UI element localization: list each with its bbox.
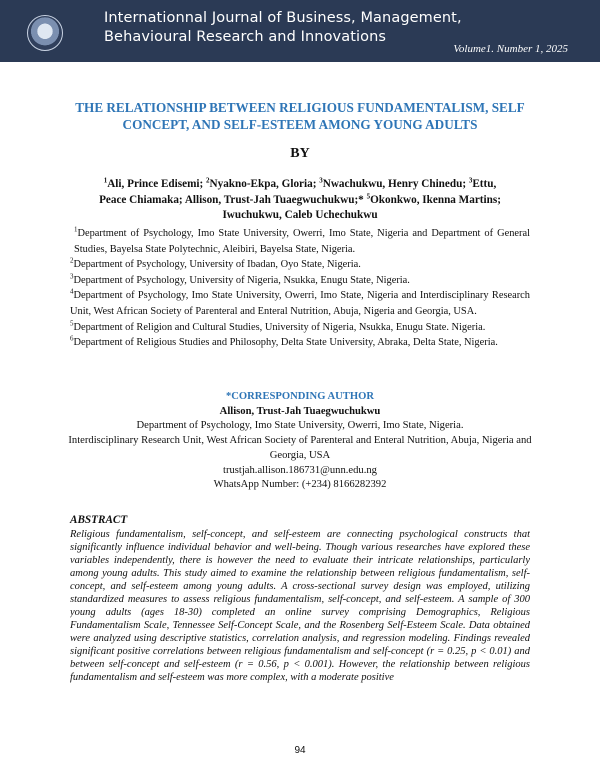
journal-seal-icon	[27, 15, 63, 51]
by-label: BY	[290, 146, 310, 161]
affiliation-sup: 5	[70, 319, 74, 328]
corresponding-author-label: *CORRESPONDING AUTHOR	[225, 391, 375, 402]
affiliation-item	[70, 320, 530, 336]
affiliation-sup: 4	[70, 287, 74, 296]
author-name: Ali, Prince Edisemi;	[107, 178, 207, 190]
affiliation-sup: 2	[70, 256, 74, 265]
abstract-heading: ABSTRACT	[70, 514, 128, 526]
author-name: Okonkwo, Ikenna Martins; Iwuchukwu, Caleb Uchechukwu	[222, 193, 501, 221]
affiliation-sup: 3	[70, 272, 74, 281]
affiliation-item	[70, 288, 530, 319]
affiliation-item	[70, 226, 530, 257]
author-name: Ettu, Peace Chiamaka; Allison, Trust-Jah Tuaegwuchukwu;*	[99, 178, 497, 206]
affiliation-text: Department of Psychology, Imo State University, Owerri, Imo State, Nigeria and Department of General Studies, Bayelsa State Polytechnic, Aleibiri, Bayelsa State, Nigeria.	[74, 228, 530, 255]
affiliation-text: Department of Religion and Cultural Studies, University of Nigeria, Nsukka, Enugu State. Nigeria.	[73, 321, 486, 333]
corresponding-author-block	[60, 390, 540, 493]
affiliation-sup: 6	[70, 334, 74, 343]
affiliation-text: Department of Psychology, University of Ibadan, Oyo State, Nigeria.	[73, 259, 361, 271]
page-number: 94	[294, 745, 306, 756]
affiliation-text: Department of Psychology, Imo State University, Owerri, Imo State, Nigeria and Interdisciplinary Research Unit, West African Society of Parenteral and Enteral Nutrition, Abuja, Nigeria and Georgia, USA.	[70, 290, 530, 317]
author-sup: 3	[319, 176, 323, 185]
author-name: Nyakno-Ekpa, Gloria;	[209, 178, 320, 190]
affiliation-list	[70, 226, 530, 351]
corresponding-author-name: Allison, Trust-Jah Tuaegwuchukwu	[219, 405, 381, 417]
corresponding-author-email[interactable]: trustjah.allison.186731@unn.edu.ng	[223, 464, 377, 476]
affiliation-item	[70, 335, 530, 351]
author-sup: 2	[206, 176, 210, 185]
author-sup: 1	[103, 176, 108, 185]
affiliation-item	[70, 257, 530, 273]
affiliation-text: Department of Religious Studies and Philosophy, Delta State University, Abraka, Delta State, Nigeria.	[73, 337, 498, 349]
author-list	[92, 177, 508, 224]
journal-title: Internationnal Journal of Business, Management, Behavioural Research and Innovations	[104, 10, 462, 45]
paper-title: THE RELATIONSHIP BETWEEN RELIGIOUS FUNDAMENTALISM, SELF CONCEPT, AND SELF-ESTEEM AMONG YOUNG ADULTS	[75, 100, 525, 132]
author-name: Nwachukwu, Henry Chinedu;	[322, 178, 469, 190]
corresponding-author-department: Department of Psychology, Imo State University, Owerri, Imo State, Nigeria.	[136, 420, 464, 432]
corresponding-author-whatsapp: WhatsApp Number: (+234) 8166282392	[213, 479, 387, 491]
affiliation-text: Department of Psychology, University of Nigeria, Nsukka, Enugu State, Nigeria.	[73, 274, 410, 286]
affiliation-item	[70, 273, 530, 289]
corresponding-author-unit: Interdisciplinary Research Unit, West African Society of Parenteral and Enteral Nutrition, Abuja, Nigeria and Georgia, USA	[68, 435, 532, 461]
author-sup: 5	[366, 191, 371, 200]
volume-issue: Volume1. Number 1, 2025	[453, 43, 568, 55]
affiliation-sup: 1	[74, 225, 78, 234]
journal-header	[0, 0, 600, 62]
abstract-text: Religious fundamentalism, self-concept, and self-esteem are connecting psychological constructs that significantly influence individual behavior and well-being. Though various researches have explored these variables independently, there is however the need to evaluate their intricate relationships, particularly among young adults. This study aimed to examine the relationship between religious fundamentalism, self-concept, and self-esteem among young adults. A cross-sectional survey design was employed, utilizing standardized measures to assess religious fundamentalism, self-concept, and self-esteem. A sample of 300 young adults (ages 18-30) completed an online survey comprising Demographics, Religious Fundamentalism Scale, Tennessee Self-Concept Scale, and the Rosenberg Self-Esteem Scale. Data obtained were analyzed using descriptive statistics, correlation analysis, and regression modeling. Findings revealed significant positive correlations between religious fundamentalism and self-concept (r = 0.25, p < 0.01) and between self-concept and self-esteem (r = 0.56, p < 0.001). However, the relationship between religious fundamentalism and self-esteem was more complex, with a moderate positive	[70, 529, 530, 684]
author-sup: 3	[468, 176, 473, 185]
